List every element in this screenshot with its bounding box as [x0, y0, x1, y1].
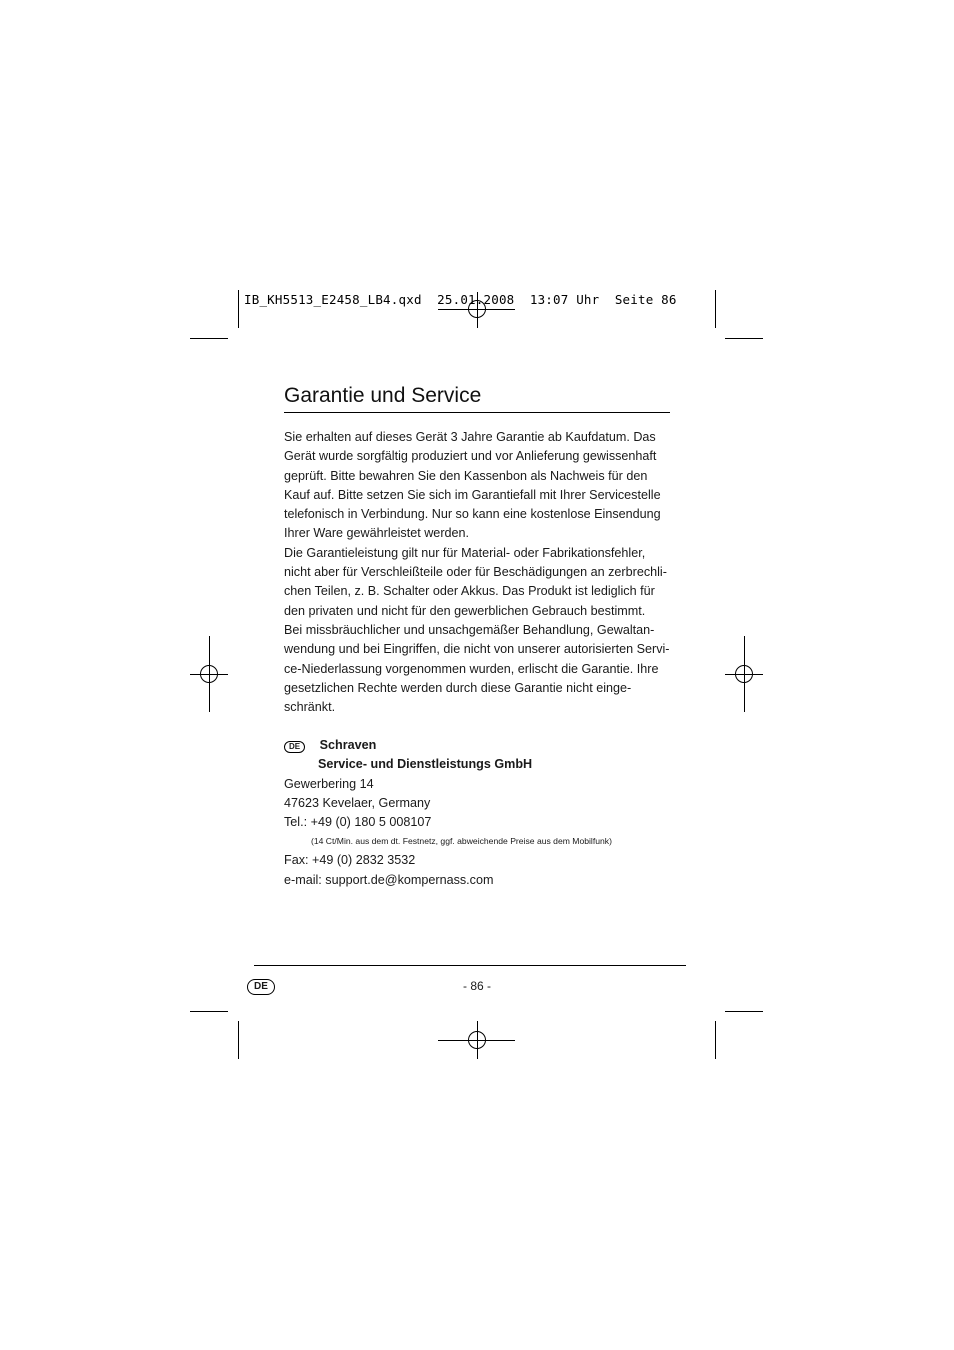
email: e-mail: support.de@kompernass.com: [284, 872, 494, 887]
warranty-text: [284, 428, 674, 717]
crop-mark-line: [725, 338, 763, 339]
service-address: [284, 736, 704, 890]
crop-mark-line: [190, 338, 228, 339]
fax: Fax: +49 (0) 2832 3532: [284, 853, 416, 868]
crop-mark-line: [190, 1011, 228, 1012]
text-line: nicht aber für Verschleißteile oder für Beschädigungen an zerbrechli-: [284, 565, 667, 580]
crop-mark-line: [715, 290, 716, 328]
telephone: Tel.: +49 (0) 180 5 008107: [284, 815, 432, 830]
company-subtitle: Service- und Dienstleistungs GmbH: [318, 757, 533, 772]
text-line: Die Garantieleistung gilt nur für Material- oder Fabrikationsfehler,: [284, 545, 646, 560]
company-name-row: [284, 736, 704, 755]
text-line: Gerät wurde sorgfältig produziert und vor Anlieferung gewissenhaft: [284, 449, 657, 464]
country-badge: DE: [284, 741, 305, 753]
telephone-note: (14 Ct/Min. aus dem dt. Festnetz, ggf. abweichende Preise aus dem Mobilfunk): [311, 836, 612, 847]
crop-mark-line: [725, 1011, 763, 1012]
crop-mark-line: [715, 1021, 716, 1059]
crop-mark-line: [238, 1021, 239, 1059]
text-line: Bei missbräuchlicher und unsachgemäßer Behandlung, Gewaltan-: [284, 622, 655, 637]
text-line: ce-Niederlassung vorgenommen wurden, erlischt die Garantie. Ihre: [284, 661, 659, 676]
registration-mark-circle: [735, 665, 753, 683]
text-line: wendung und bei Eingriffen, die nicht von unserer autorisierten Servi-: [284, 642, 670, 657]
text-line: geprüft. Bitte bewahren Sie den Kassenbon als Nachweis für den: [284, 468, 648, 483]
print-slug: IB_KH5513_E2458_LB4.qxd 25.01.2008 13:07 Uhr Seite 86: [244, 292, 677, 307]
text-line: den privaten und nicht für den gewerblichen Gebrauch bestimmt.: [284, 603, 646, 618]
text-line: gesetzlichen Rechte werden durch diese Garantie nicht einge-: [284, 680, 632, 695]
footer-rule: [254, 965, 686, 966]
text-line: schränkt.: [284, 700, 336, 715]
footer-country-badge: DE: [247, 979, 275, 995]
title-underline: [284, 412, 670, 413]
crop-mark-line: [238, 290, 239, 328]
page-number: - 86 -: [462, 979, 491, 993]
text-line: Sie erhalten auf dieses Gerät 3 Jahre Garantie ab Kaufdatum. Das: [284, 430, 656, 444]
company-name: Schraven: [319, 738, 377, 752]
registration-mark-circle: [200, 665, 218, 683]
page-title: Garantie und Service: [284, 384, 482, 407]
registration-mark-circle: [468, 1031, 486, 1049]
city: 47623 Kevelaer, Germany: [284, 795, 431, 810]
text-line: Kauf auf. Bitte setzen Sie sich im Garantiefall mit Ihrer Servicestelle: [284, 487, 661, 502]
text-line: chen Teilen, z. B. Schalter oder Akkus. Das Produkt ist lediglich für: [284, 584, 655, 599]
text-line: telefonisch in Verbindung. Nur so kann eine kostenlose Einsendung: [284, 507, 661, 522]
street: Gewerbering 14: [284, 776, 374, 791]
text-line: Ihrer Ware gewährleistet werden.: [284, 526, 470, 541]
